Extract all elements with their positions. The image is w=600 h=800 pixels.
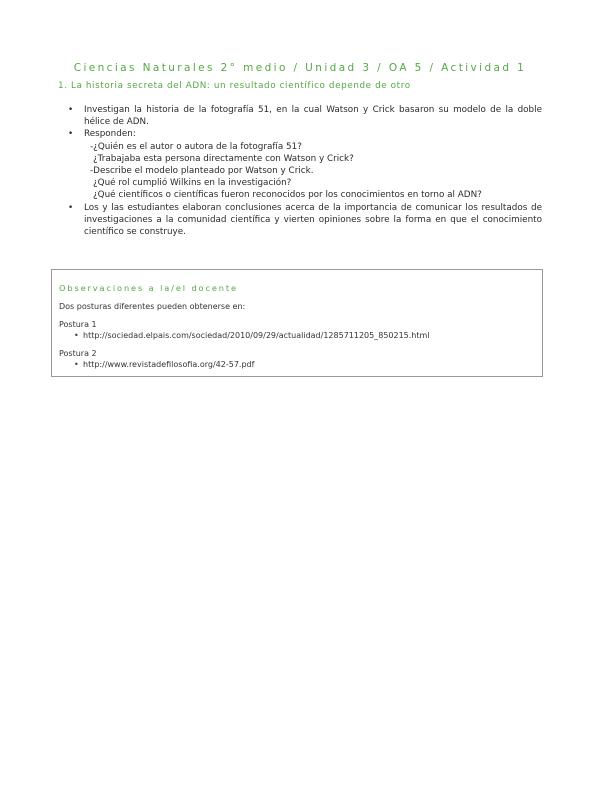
teacher-observations-box	[51, 269, 543, 377]
list-item	[62, 128, 542, 201]
list-item	[62, 104, 542, 128]
bullet-text: Los y las estudiantes elaboran conclusiones acerca de la importancia de comunicar los resultados de investigaciones a la comunidad científica y vierten opiniones sobre la forma en que el conocimiento científico se construye.	[84, 202, 542, 238]
activity-content	[62, 104, 542, 238]
question-line: ¿Qué rol cumplió Wilkins en la investigación?	[93, 178, 292, 189]
bullet-icon: •	[74, 360, 79, 369]
question-line: ¿Qué científicos o científicas fueron reconocidos por los conocimientos en torno al ADN?	[93, 190, 482, 201]
question-line: ¿Trabajaba esta persona directamente con Watson y Crick?	[93, 153, 354, 164]
activity-title: 1. La historia secreta del ADN: un resultado científico depende de otro	[58, 81, 411, 91]
observations-title: Observaciones a la/el docente	[59, 283, 238, 293]
postura-2-label: Postura 2	[59, 349, 97, 358]
page-header-title: Ciencias Naturales 2° medio / Unidad 3 / OA 5 / Actividad 1	[73, 62, 527, 74]
postura-1-label: Postura 1	[59, 320, 97, 329]
observations-intro: Dos posturas diferentes pueden obtenerse en:	[59, 302, 246, 311]
postura-2-link[interactable]: http://www.revistadefilosofia.org/42-57.pdf	[83, 360, 255, 369]
list-item	[62, 202, 542, 239]
postura-1-link-item	[74, 330, 430, 341]
question-line: -Describe el modelo planteado por Watson y Crick.	[90, 166, 314, 177]
activity-bullet-list	[62, 104, 542, 238]
bullet-text: • Responden:	[84, 129, 136, 140]
question-line: -¿Quién es el autor o autora de la fotografía 51?	[90, 141, 302, 152]
bullet-icon: •	[74, 331, 79, 340]
bullet-text: Investigan la historia de la fotografía 51, en la cual Watson y Crick basaron su modelo de la doble hélice de ADN.	[84, 105, 542, 128]
postura-1-link[interactable]: http://sociedad.elpais.com/sociedad/2010/09/29/actualidad/1285711205_850215.html	[83, 331, 430, 340]
postura-2-link-item	[74, 359, 255, 370]
